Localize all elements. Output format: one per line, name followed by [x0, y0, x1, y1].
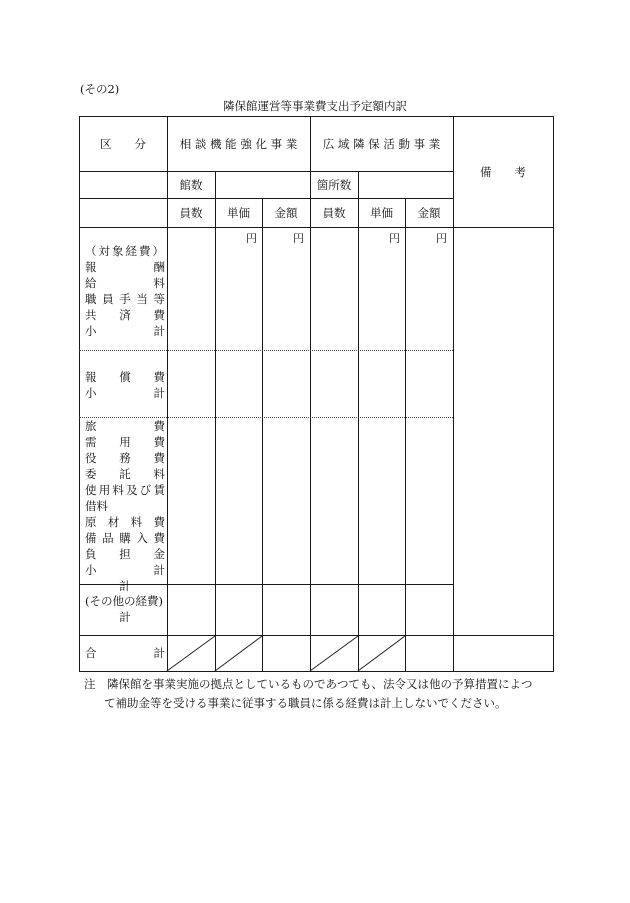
total-label: 合 計 [85, 646, 165, 660]
item-label: 報 償 費 [85, 370, 165, 384]
group-heading: (その他の経費) [85, 594, 163, 608]
label-kashosu: 箇所数 [316, 177, 352, 192]
subhead-unit-price-1: 単価 [227, 205, 250, 220]
subhead-unit-price-2: 単価 [370, 205, 393, 220]
item-label: 旅 費 [85, 419, 165, 433]
item-label: 共 済 費 [85, 308, 165, 322]
note-prefix: 注 [84, 677, 96, 691]
header-kubun: 区 分 [100, 136, 146, 151]
unit-yen: 円 [436, 232, 447, 245]
unit-yen: 円 [293, 232, 304, 245]
unit-yen: 円 [246, 232, 257, 245]
note-line-1: 隣保館を事業実施の拠点としているものであつても、法令又は他の予算措置によつ [107, 677, 533, 691]
subhead-count-1: 員数 [179, 205, 203, 220]
subhead-count-2: 員数 [322, 205, 346, 220]
header-bikou: 備 考 [480, 164, 526, 179]
unit-yen: 円 [389, 232, 400, 245]
header-soudan-kinou: 相 談 機 能 強 化 事 業 [179, 136, 298, 151]
total-row-diagonals [79, 116, 554, 672]
item-label: 計 [119, 579, 131, 593]
item-label: 給 料 [85, 276, 165, 290]
item-label: 計 [119, 610, 131, 624]
header-kouiki-rinpo: 広 域 隣 保 活 動 事 業 [322, 136, 441, 151]
item-label: 報 酬 [85, 260, 165, 274]
subhead-amount-1: 金額 [274, 205, 298, 220]
item-label: 借料 [85, 499, 108, 513]
item-label: 需 用 費 [85, 435, 165, 449]
subhead-amount-2: 金額 [417, 205, 441, 220]
item-label: 負 担 金 [85, 547, 165, 561]
item-label: 使 用 料 及 び 賃 [85, 483, 165, 497]
item-label: 職 員 手 当 等 [85, 292, 165, 306]
item-label: 役 務 費 [85, 451, 165, 465]
budget-table [79, 116, 554, 672]
item-label: 原 材 料 費 [85, 515, 165, 529]
item-label: 委 託 料 [85, 467, 165, 481]
footnote [84, 675, 562, 713]
item-label: 小 計 [85, 386, 165, 400]
group-heading: （対象経費） [85, 244, 166, 258]
label-kansu: 館数 [179, 177, 203, 192]
page-label: (その2) [80, 82, 120, 96]
item-label: 備 品 購 入 費 [85, 531, 165, 545]
document-title: 隣保館運営等事業費支出予定額内訳 [223, 99, 407, 113]
item-label: 小 計 [85, 324, 165, 338]
note-line-2: て補助金等を受ける事業に従事する職員に係る経費は計上しないでください。 [104, 696, 507, 710]
item-label: 小 計 [85, 563, 165, 577]
